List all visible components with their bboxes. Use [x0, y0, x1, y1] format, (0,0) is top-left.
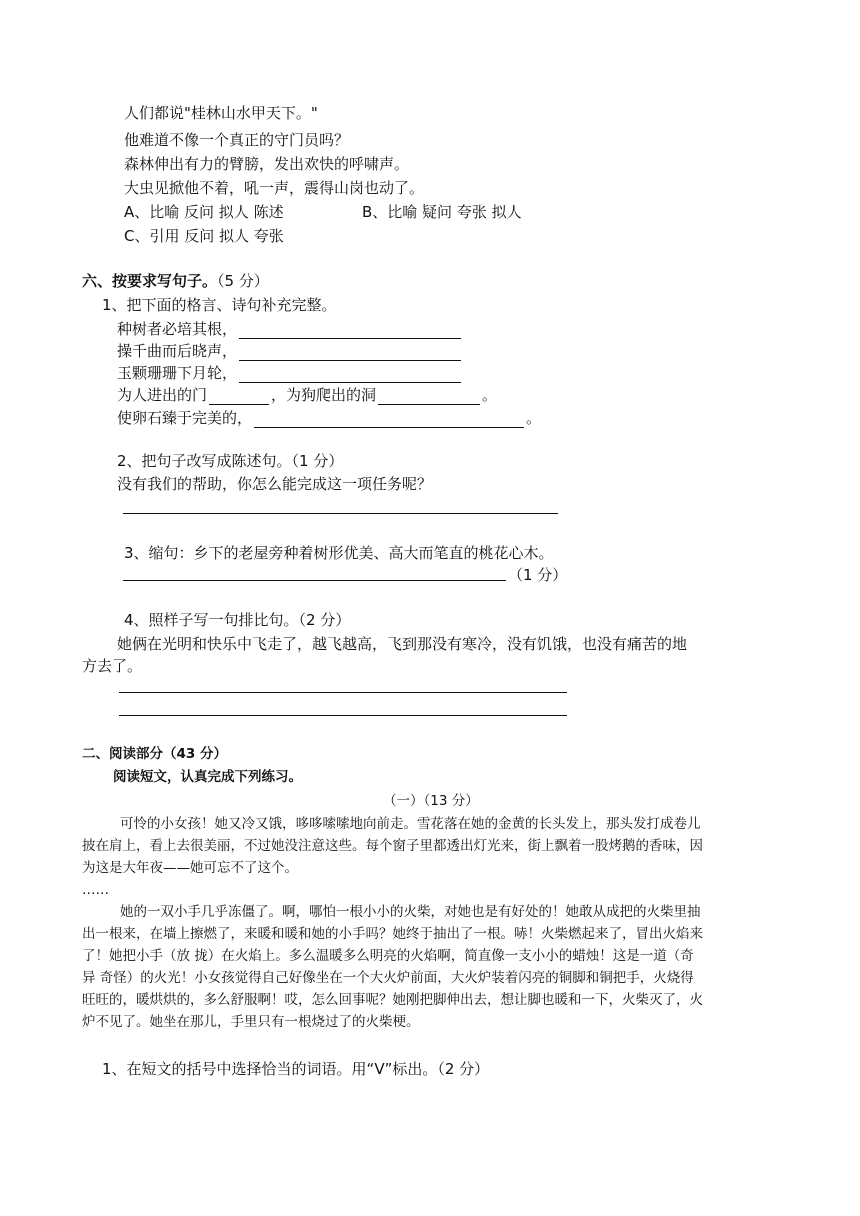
fill-line-4-prompt-b: ，为狗爬出的洞 — [271, 386, 377, 404]
fill-line-4-end: 。 — [482, 386, 498, 404]
passage-line: 了！她把小手（放 拢）在火焰上。多么温暖多么明亮的火焰啊，简直像一支小小的蜡烛！这是一道（奇 — [82, 948, 694, 964]
passage-line: 披在肩上，看上去很美丽，不过她没注意这些。每个窗子里都透出灯光来，街上飘着一股烤鹅的香味，因 — [82, 838, 703, 854]
passage-line: 可怜的小女孩！她又冷又饿，哆哆嗦嗦地向前走。雪花落在她的金黄的长头发上，那头发打成卷儿 — [120, 816, 701, 832]
passage-ellipsis: …… — [82, 882, 109, 898]
question-6-3-score: （1 分） — [508, 566, 568, 584]
passage-line: 炉不见了。她坐在那儿，手里只有一根烧过了的火柴梗。 — [82, 1014, 420, 1030]
fill-line-5-end: 。 — [526, 409, 542, 427]
section-6-heading — [82, 271, 269, 291]
section-6-score: （5 分） — [217, 272, 269, 290]
fill-line-1 — [117, 319, 463, 339]
answer-blank[interactable] — [378, 389, 480, 405]
answer-blank[interactable] — [239, 323, 461, 339]
passage-line: 旺旺的，暖烘烘的，多么舒服啊！哎，怎么回事呢？她刚把脚伸出去，想让脚也暖和一下，火柴灭了，火 — [82, 992, 703, 1008]
question-6-2: 2、把句子改写成陈述句。（1 分） — [117, 452, 344, 470]
answer-line[interactable] — [123, 513, 558, 514]
question-6-3: 3、缩句：乡下的老屋旁种着树形优美、高大而笔直的桃花心木。 — [124, 544, 554, 562]
question-6-1: 1、把下面的格言、诗句补充完整。 — [102, 296, 337, 314]
question-6-4-example-2: 方去了。 — [82, 657, 143, 675]
section-6-title: 六、按要求写句子。 — [82, 272, 218, 290]
passage-line: 她的一双小手几乎冻僵了。啊，哪怕一根小小的火柴，对她也是有好处的！她敢从成把的火柴里抽 — [120, 904, 701, 920]
fill-line-3-prompt: 玉颗珊珊下月轮， — [117, 364, 238, 382]
answer-line[interactable] — [119, 715, 567, 716]
fill-line-4 — [117, 385, 497, 405]
fill-line-4-prompt-a: 为人进出的门 — [117, 386, 208, 404]
fill-line-1-prompt: 种树者必培其根， — [117, 320, 238, 338]
question-6-4-example-1: 她俩在光明和快乐中飞走了，越飞越高，飞到那没有寒冷，没有饥饿，也没有痛苦的地 — [117, 635, 688, 653]
option-a: A、比喻 反问 拟人 陈述 — [124, 203, 284, 221]
sentence-3: 森林伸出有力的臂膀，发出欢快的呼啸声。 — [124, 155, 410, 173]
passage-title: （一）（13 分） — [383, 793, 479, 809]
answer-blank[interactable] — [209, 389, 269, 405]
reading-instruction: 阅读短文，认真完成下列练习。 — [113, 769, 302, 785]
passage-line: 为这是大年夜——她可忘不了这个。 — [82, 860, 298, 876]
answer-line[interactable] — [119, 692, 567, 693]
reading-question-1: 1、在短文的括号中选择恰当的词语。用“V”标出。（2 分） — [102, 1060, 490, 1078]
question-6-4: 4、照样子写一句排比句。（2 分） — [124, 611, 351, 629]
answer-blank[interactable] — [254, 412, 524, 428]
answer-blank[interactable] — [239, 345, 461, 361]
fill-line-5-prompt: 使卵石臻于完美的， — [117, 409, 253, 427]
answer-blank[interactable] — [239, 367, 461, 383]
fill-line-2-prompt: 操千曲而后晓声， — [117, 342, 238, 360]
fill-line-3 — [117, 363, 463, 383]
passage-line: 异 奇怪）的火光！小女孩觉得自己好像坐在一个大火炉前面，大火炉装着闪亮的铜脚和铜把手，火烧得 — [82, 970, 694, 986]
sentence-2: 他难道不像一个真正的守门员吗？ — [124, 131, 350, 149]
question-6-2-sentence: 没有我们的帮助，你怎么能完成这一项任务呢？ — [117, 475, 433, 493]
sentence-1: 人们都说"桂林山水甲天下。" — [124, 104, 318, 122]
fill-line-5 — [117, 408, 541, 428]
reading-heading: 二、阅读部分（43 分） — [82, 746, 227, 762]
option-c: C、引用 反问 拟人 夸张 — [124, 227, 284, 245]
sentence-4: 大虫见掀他不着，吼一声，震得山岗也动了。 — [124, 179, 425, 197]
passage-line: 出一根来，在墙上擦燃了，来暖和暖和她的小手吗？她终于抽出了一根。哧！火柴燃起来了，冒出火焰来 — [82, 926, 703, 942]
answer-line[interactable] — [123, 580, 506, 581]
option-b: B、比喻 疑问 夸张 拟人 — [362, 203, 522, 221]
fill-line-2 — [117, 341, 463, 361]
